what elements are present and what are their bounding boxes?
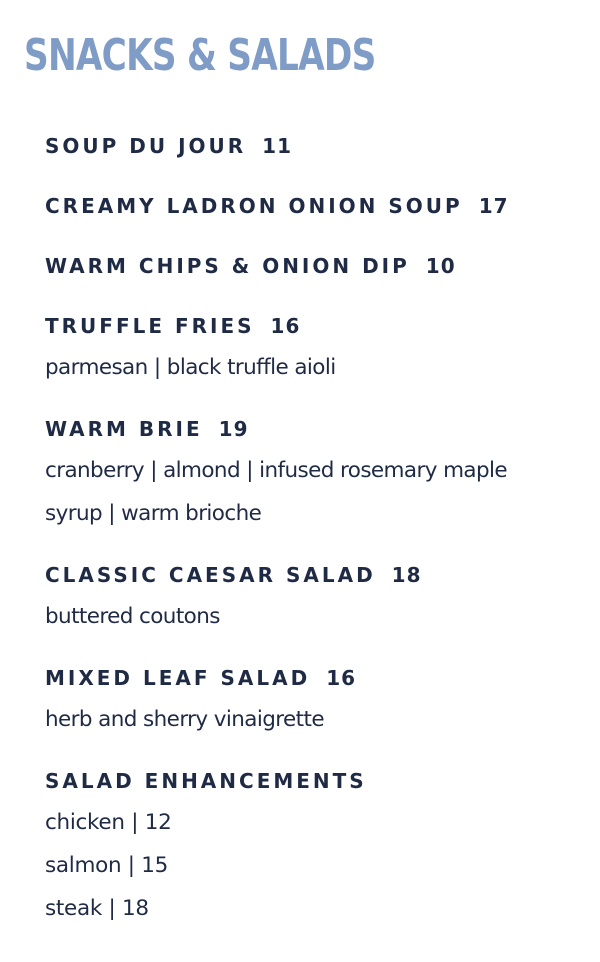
menu-item-truffle-fries (45, 306, 590, 389)
item-heading (45, 658, 590, 698)
item-price: 16 (326, 666, 357, 690)
enhancement-option: chicken | 12 (45, 810, 172, 835)
menu-list (45, 126, 590, 950)
menu-item-chips-dip (45, 246, 590, 286)
item-heading (45, 246, 590, 286)
item-name: CREAMY LADRON ONION SOUP (45, 194, 463, 218)
item-name: TRUFFLE FRIES (45, 314, 255, 338)
item-price: 11 (262, 134, 292, 158)
item-price: 18 (391, 563, 422, 587)
item-heading (45, 186, 590, 226)
item-description: parmesan | black truffle aioli (45, 355, 336, 380)
item-description: herb and sherry vinaigrette (45, 707, 324, 732)
menu-item-warm-brie (45, 409, 590, 535)
menu-item-mixed-leaf-salad (45, 658, 590, 741)
menu-item-caesar-salad (45, 555, 590, 638)
item-heading (45, 126, 590, 166)
item-name: CLASSIC CAESAR SALAD (45, 563, 376, 587)
item-heading (45, 555, 590, 595)
item-price: 17 (478, 194, 509, 218)
item-heading (45, 409, 590, 449)
item-description: syrup | warm brioche (45, 501, 262, 526)
enhancement-option: salmon | 15 (45, 853, 169, 878)
menu-item-onion-soup (45, 186, 590, 226)
item-description: cranberry | almond | infused rosemary maple (45, 458, 508, 483)
item-name: WARM BRIE (45, 417, 203, 441)
enhancement-option: steak | 18 (45, 896, 149, 921)
item-price: 16 (270, 314, 301, 338)
page-title: SNACKS & SALADS (24, 30, 376, 81)
menu-item-soup-du-jour (45, 126, 590, 166)
enhancements-heading: SALAD ENHANCEMENTS (45, 769, 367, 793)
item-name: WARM CHIPS & ONION DIP (45, 254, 410, 278)
item-heading (45, 306, 590, 346)
item-name: SOUP DU JOUR (45, 134, 247, 158)
item-description: buttered coutons (45, 604, 220, 629)
item-price: 10 (425, 254, 456, 278)
salad-enhancements (45, 761, 590, 930)
item-price: 19 (218, 417, 249, 441)
item-name: MIXED LEAF SALAD (45, 666, 311, 690)
